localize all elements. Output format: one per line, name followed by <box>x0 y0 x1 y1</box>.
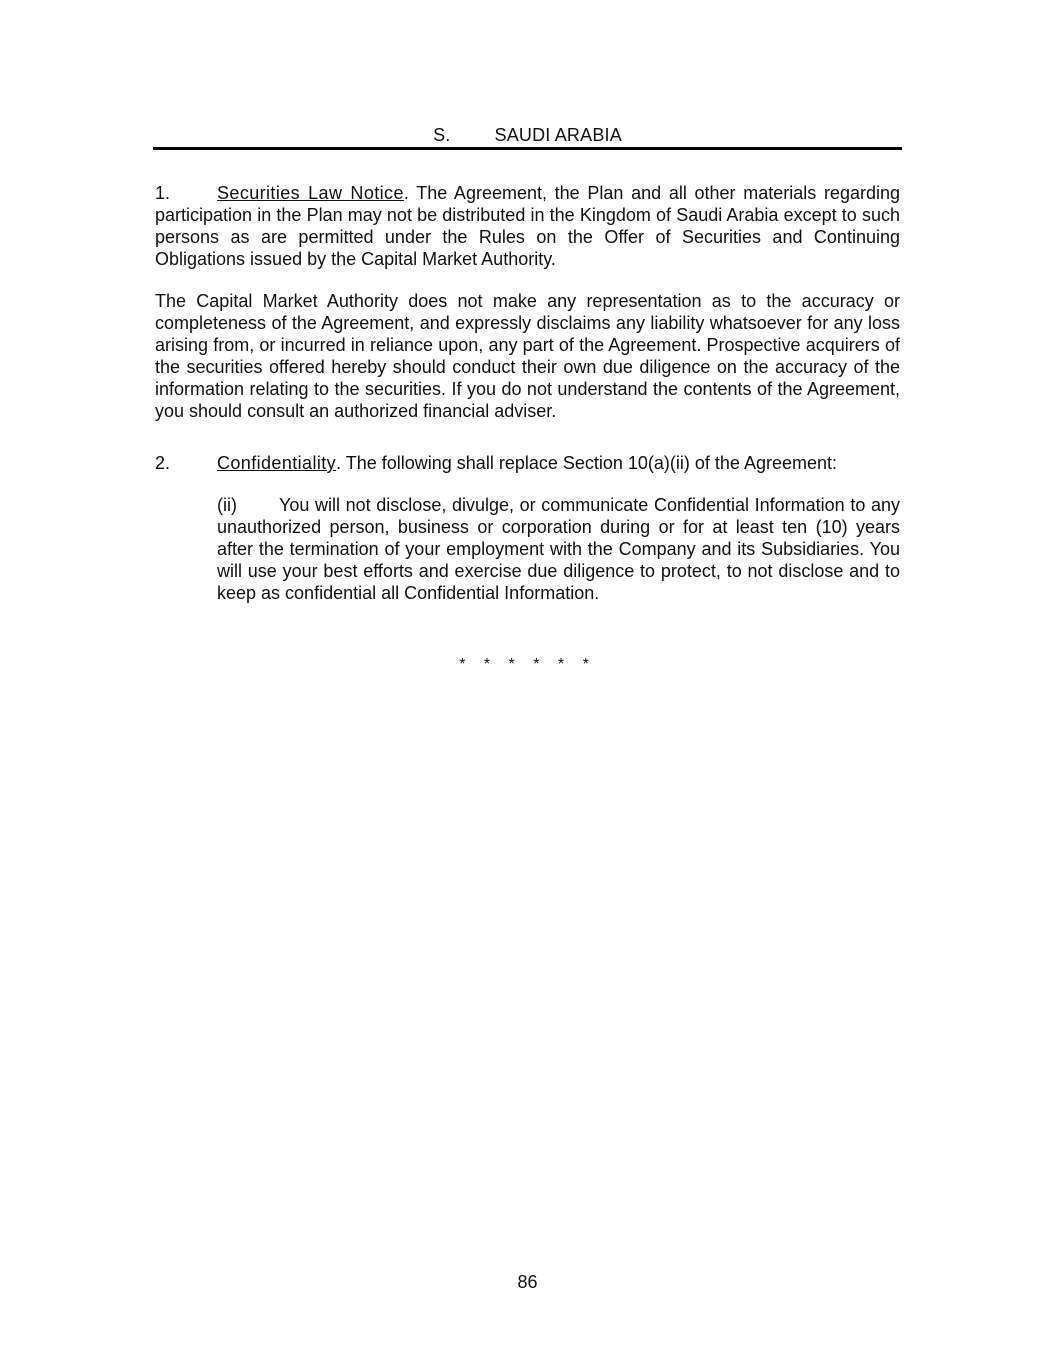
page-number: 86 <box>517 1272 538 1292</box>
securities-law-notice-paragraph <box>155 182 900 270</box>
section-letter: S. <box>433 125 451 145</box>
item-text: . The Agreement, the Plan and all other materials regarding participation in the Plan may not be distributed in the Kingdom of Saudi Arabia except to such persons as are permitted under the Rules on the Offer of Securities and Continuing Obligations issued by the Capital Market Authority. <box>155 183 900 269</box>
subitem-number: (ii) <box>217 495 237 515</box>
item-number: 1. <box>155 183 171 203</box>
item-heading: Securities Law Notice <box>217 183 404 203</box>
heading-rule <box>153 147 902 150</box>
item-text: . The following shall replace Section 10(a)(ii) of the Agreement: <box>336 453 837 473</box>
item-number: 2. <box>155 453 171 473</box>
subitem-text: You will not disclose, divulge, or communicate Confidential Information to any unauthorized person, business or corporation during or for at least ten (10) years after the termination of your employment with the Company and its Subsidiaries. You will use your best efforts and exercise due diligence to protect, to not disclose and to keep as confidential all Confidential Information. <box>217 495 900 603</box>
capital-market-authority-paragraph <box>155 290 900 422</box>
section-title: SAUDI ARABIA <box>494 125 622 145</box>
confidentiality-subsection <box>217 494 900 604</box>
section-separator: * * * * * * <box>459 656 596 673</box>
section-heading <box>153 124 902 146</box>
paragraph-text: The Capital Market Authority does not make any representation as to the accuracy or completeness of the Agreement, and expressly disclaims any liability whatsoever for any loss arising from, or incurred in reliance upon, any part of the Agreement. Prospective acquirers of the securities offered hereby should conduct their own due diligence on the accuracy of the information relating to the securities. If you do not understand the contents of the Agreement, you should consult an authorized financial adviser. <box>155 291 900 421</box>
confidentiality-paragraph <box>155 452 900 474</box>
item-heading: Confidentiality <box>217 453 337 473</box>
